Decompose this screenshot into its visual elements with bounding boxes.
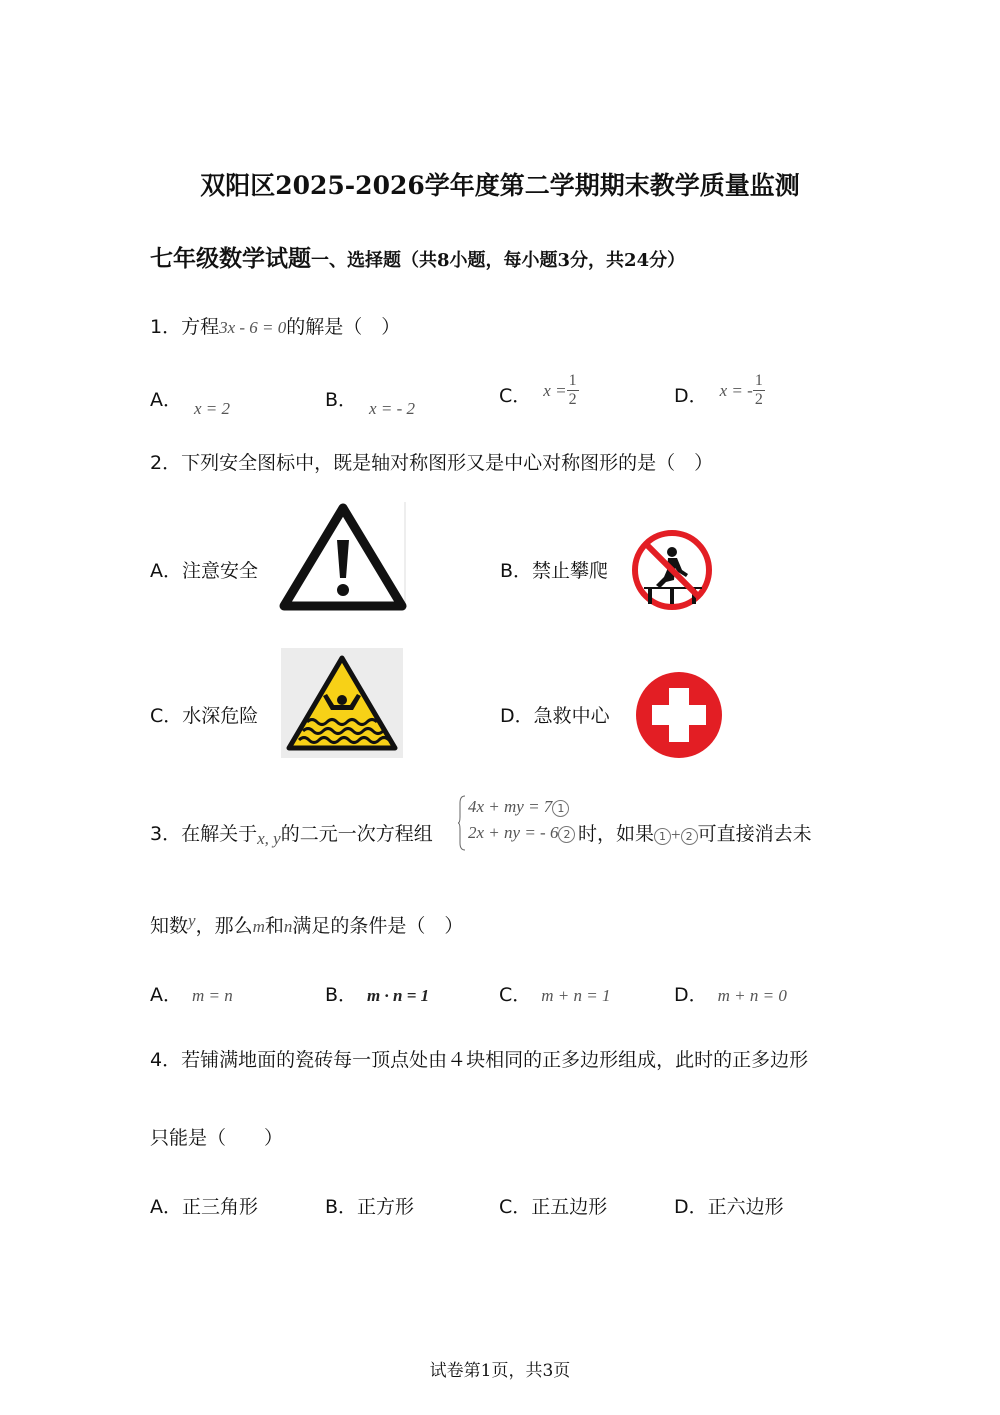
q2-option-c-label[interactable]: C．水深危险 [150, 705, 259, 727]
question-4-stem-line2: 只能是（ ） [150, 1127, 284, 1149]
first-aid-cross-icon [634, 670, 724, 760]
no-climbing-icon [630, 528, 714, 612]
q1-option-b[interactable]: B． x = - 2 [325, 389, 415, 418]
q4-option-b[interactable]: B．正方形 [325, 1196, 415, 1218]
page-footer: 试卷第1页，共3页 [429, 1361, 571, 1381]
section-title: 一、选择题（共8小题，每小题3分，共24分） [311, 250, 686, 271]
q1-option-c[interactable]: C． x = $\frac{1}{2}$ [499, 372, 577, 408]
q4-option-c[interactable]: C．正五边形 [499, 1196, 608, 1218]
question-4-stem-line1: 4．若铺满地面的瓷砖每一顶点处由４块相同的正多边形组成，此时的正多边形 [150, 1049, 809, 1071]
brace-icon [458, 795, 466, 851]
q2-option-a-label[interactable]: A．注意安全 [150, 560, 258, 582]
question-3-stem-line1: 3．在解关于x, y的二元一次方程组 [150, 823, 433, 848]
q3-option-a[interactable]: A． m = n [150, 984, 233, 1006]
q2-option-b-label[interactable]: B．禁止攀爬 [500, 560, 609, 582]
q3-option-c[interactable]: C． m + n = 1 [499, 984, 611, 1006]
fraction: $\frac{1}{2}$ [568, 372, 577, 408]
q1-option-d[interactable]: D． x = - $\frac{1}{2}$ [674, 372, 763, 408]
question-3-stem-line2: 知数y，那么m和n满足的条件是（ ） [150, 911, 464, 937]
warning-triangle-icon [278, 502, 408, 614]
section-heading [150, 240, 685, 273]
question-1-stem: 1．方程3x - 6 = 0的解是（ ） [150, 316, 401, 338]
q3-option-b[interactable]: B． m · n = 1 [325, 984, 430, 1006]
q2-option-d-label[interactable]: D．急救中心 [500, 705, 610, 727]
q3-equation-2: 2x + ny = - 6 [468, 823, 559, 842]
q3-equation-1: 4x + my = 7 [468, 797, 553, 816]
fraction: $\frac{1}{2}$ [754, 372, 763, 408]
q1-option-a[interactable]: A． x = 2 [150, 389, 231, 418]
q3-option-d[interactable]: D． m + n = 0 [674, 984, 787, 1006]
page-title: 双阳区2025-2026学年度第二学期期末教学质量监测 [200, 171, 800, 200]
q4-option-a[interactable]: A．正三角形 [150, 1196, 258, 1218]
deep-water-icon [281, 648, 403, 758]
grade-subject: 七年级数学试题 [150, 245, 311, 272]
q1-equation: 3x - 6 = 0 [219, 318, 287, 337]
q4-option-d[interactable]: D．正六边形 [674, 1196, 784, 1218]
question-3-stem-line1-cont: 时，如果 1 + 2 可直接消去未 [578, 823, 812, 845]
question-2-stem: 2．下列安全图标中，既是轴对称图形又是中心对称图形的是（ ） [150, 452, 714, 474]
